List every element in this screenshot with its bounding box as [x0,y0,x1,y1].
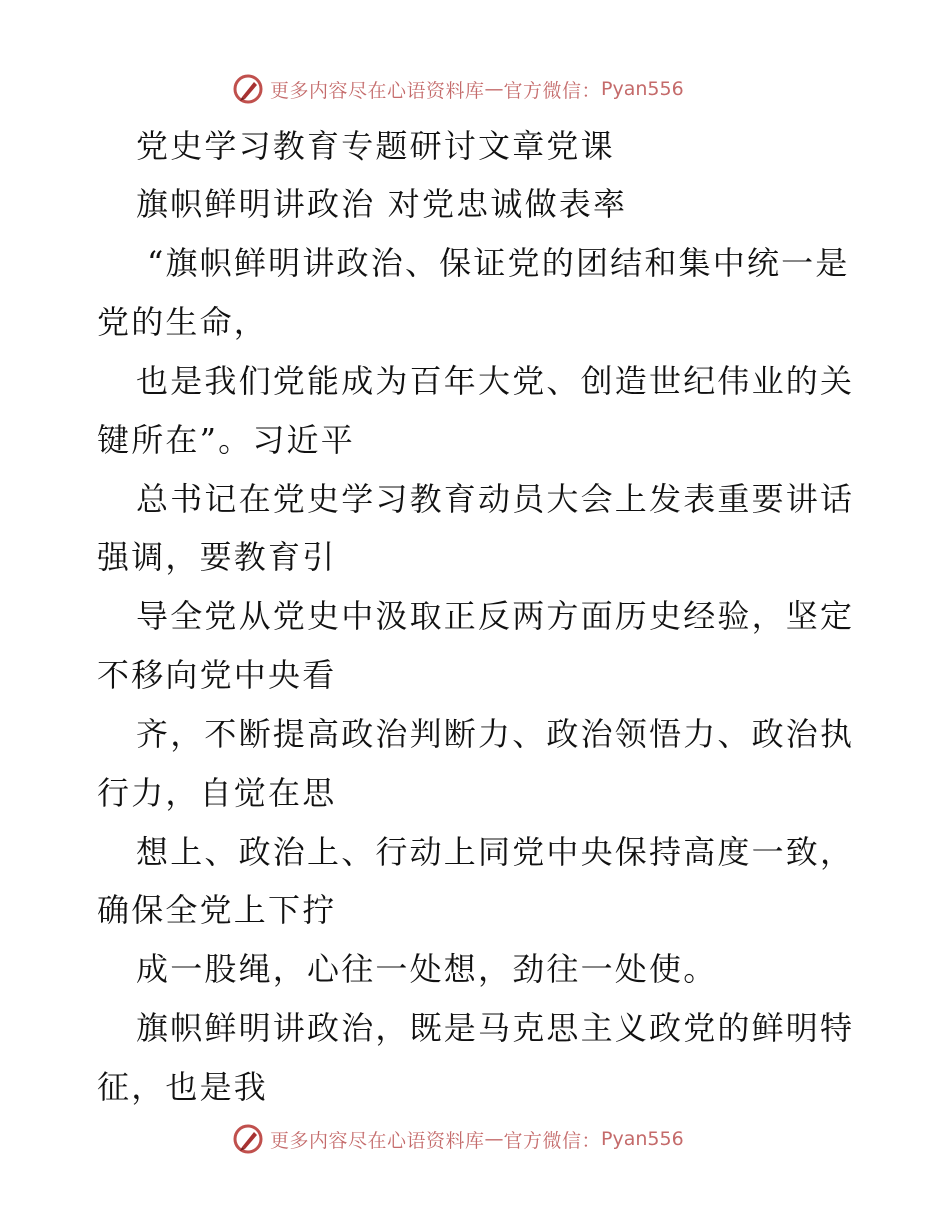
watermark-text: 更多内容尽在心语资料库 [270,79,485,102]
watermark-wechat-id: Pyan556 [601,78,684,100]
paragraph-line: 党的生命， [97,303,269,341]
watermark-wechat-id: Pyan556 [601,1128,684,1150]
paragraph-line: 不移向党中央看 [97,656,337,694]
paragraph-line: 确保全党上下拧 [97,891,337,929]
paragraph-line: 也是我们党能成为百年大党、创造世纪伟业的关 [136,362,855,400]
footer-watermark [232,1122,684,1156]
watermark-separator: — [484,1128,504,1150]
paragraph-line: “旗帜鲜明讲政治、保证党的团结和集中统一是 [147,244,850,282]
watermark-separator: — [484,78,504,100]
paragraph-line: 征，也是我 [97,1068,269,1106]
paragraph-line: 总书记在党史学习教育动员大会上发表重要讲话 [136,480,855,518]
paragraph-line: 强调，要教育引 [97,538,337,576]
paragraph-line: 成一股绳，心往一处想，劲往一处使。 [136,950,718,988]
paragraph-line: 旗帜鲜明讲政治，既是马克思主义政党的鲜明特 [136,1009,855,1047]
paragraph-line: 想上、政治上、行动上同党中央保持高度一致， [136,833,855,871]
pen-logo-icon [232,73,264,105]
watermark-wechat-label: 官方微信： [503,1129,602,1152]
watermark-text: 更多内容尽在心语资料库 [270,1129,485,1152]
header-watermark [232,72,684,106]
paragraph-line: 键所在”。习近平 [97,421,355,459]
pen-logo-icon [232,1123,264,1155]
paragraph-line: 导全党从党史中汲取正反两方面历史经验，坚定 [136,597,855,635]
watermark-wechat-label: 官方微信： [503,79,602,102]
document-title: 党史学习教育专题研讨文章党课 [136,127,615,165]
document-subtitle: 旗帜鲜明讲政治 对党忠诚做表率 [136,185,628,223]
paragraph-line: 齐，不断提高政治判断力、政治领悟力、政治执 [136,715,855,753]
paragraph-line: 行力，自觉在思 [97,774,337,812]
